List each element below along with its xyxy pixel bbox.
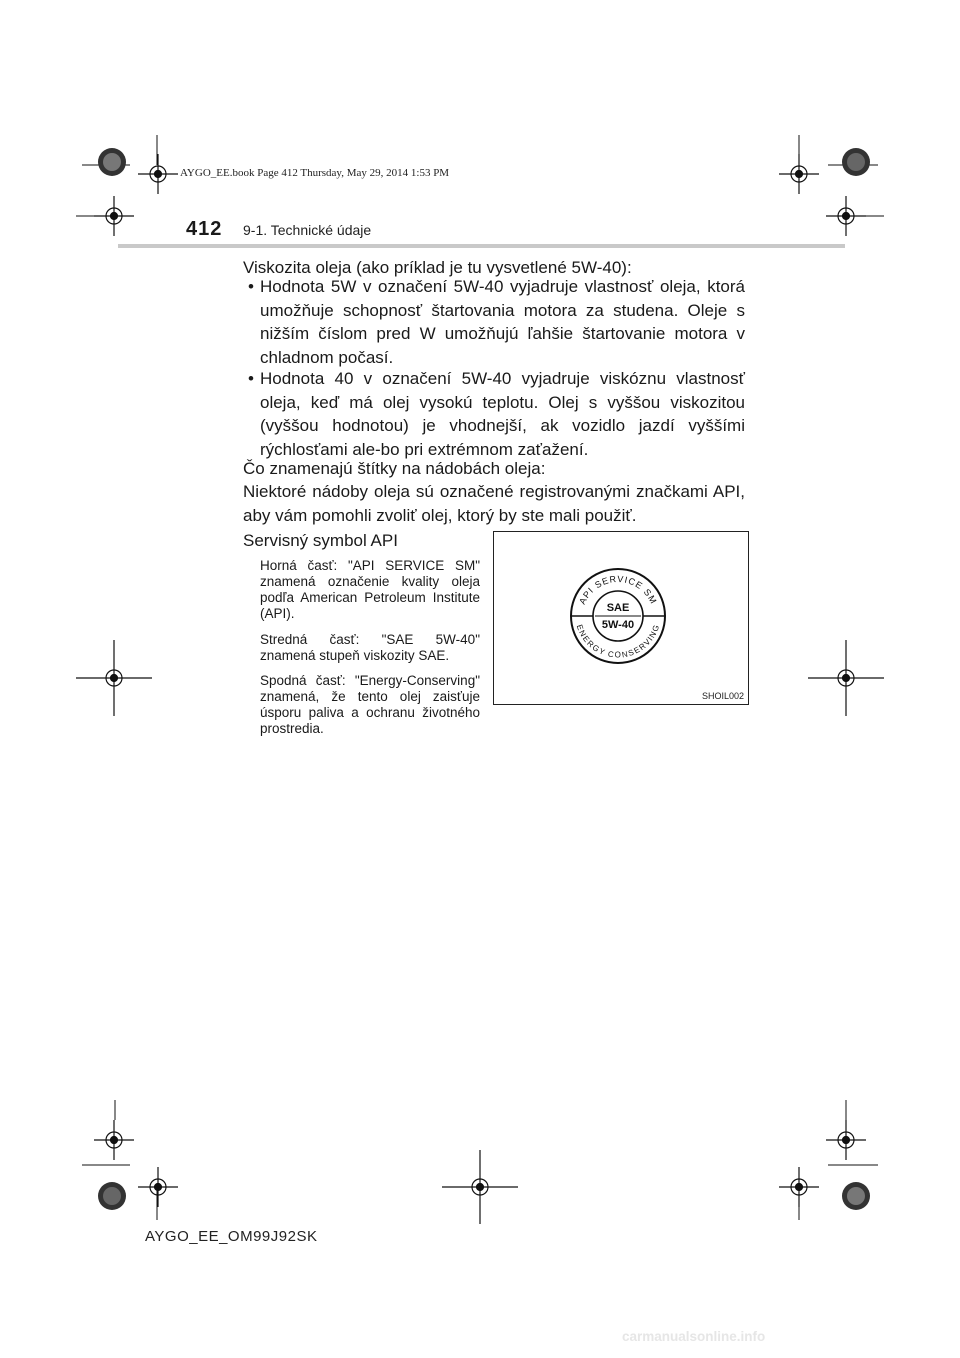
bullet-item <box>243 367 745 462</box>
bullet-dot: • <box>248 277 254 296</box>
crosshair-mark <box>808 640 884 716</box>
starburst-mark <box>98 148 126 176</box>
crosshair-mark <box>826 196 866 236</box>
labels-paragraph: Niektoré nádoby oleja sú označené registrovanými značkami API, aby vám pomohli zvoliť olej, ktorý by ste mali použiť. <box>243 482 745 525</box>
api-item-middle: Stredná časť: "SAE 5W-40" znamená stupeň viskozity SAE. <box>260 632 480 663</box>
crosshair-mark <box>76 640 152 716</box>
bullet-item <box>243 275 745 370</box>
api-symbol-figure <box>493 531 749 705</box>
labels-caption: Čo znamenajú štítky na nádobách oleja: <box>243 459 546 478</box>
bullet-dot: • <box>248 369 254 388</box>
intro-paragraph: Viskozita oleja (ako príklad je tu vysvetlené 5W-40): <box>243 258 632 277</box>
section-title: 9-1. Technické údaje <box>243 222 372 238</box>
api-service-symbol <box>494 532 748 704</box>
symbol-top-arc-text: API SERVICE SM <box>577 573 659 606</box>
bullet-text: Hodnota 40 v označení 5W-40 vyjadruje viskóznu vlastnosť oleja, keď má olej vysokú teplotu. Olej s vyššou viskozitou (vyššou hodnotou) je vhodnejší, ak vozidlo jazdí vyššími rýchlosťami ale-bo pri extrémnom zaťažení. <box>260 369 745 459</box>
api-item-bottom: Spodná časť: "Energy-Conserving" znamená, že tento olej zaisťuje úsporu paliva a ochranu životného prostredia. <box>260 673 480 736</box>
starburst-mark <box>98 1182 126 1210</box>
page-number: 412 <box>186 218 223 240</box>
book-stamp: AYGO_EE.book Page 412 Thursday, May 29, 2014 1:53 PM <box>180 167 450 179</box>
crosshair-mark <box>94 196 134 236</box>
starburst-mark <box>842 148 870 176</box>
crosshair-mark <box>779 154 819 194</box>
site-watermark: carmanualsonline.info <box>622 1329 766 1344</box>
figure-id: SHOIL002 <box>701 691 744 701</box>
symbol-bottom-arc-text: ENERGY CONSERVING <box>574 623 662 660</box>
crosshair-mark <box>826 1120 866 1160</box>
footer-code: AYGO_EE_OM99J92SK <box>145 1228 318 1245</box>
symbol-sae-text: SAE <box>606 602 630 614</box>
api-heading: Servisný symbol API <box>243 531 398 550</box>
header-rule <box>118 244 845 248</box>
crosshair-mark <box>138 154 178 194</box>
crosshair-mark <box>779 1167 819 1207</box>
crosshair-mark <box>442 1150 518 1224</box>
crosshair-mark <box>94 1120 134 1160</box>
crosshair-mark <box>138 1167 178 1207</box>
starburst-mark <box>842 1182 870 1210</box>
bullet-text: Hodnota 5W v označení 5W-40 vyjadruje vlastnosť oleja, ktorá umožňuje schopnosť štartovania motora za studena. Oleje s nižším číslom pred W umožňujú ľahšie štartovanie motora v chladnom počasí. <box>260 277 745 367</box>
symbol-grade-text: 5W-40 <box>601 619 635 631</box>
api-item-top: Horná časť: "API SERVICE SM" znamená označenie kvality oleja podľa American Petroleum Institute (API). <box>260 558 480 621</box>
